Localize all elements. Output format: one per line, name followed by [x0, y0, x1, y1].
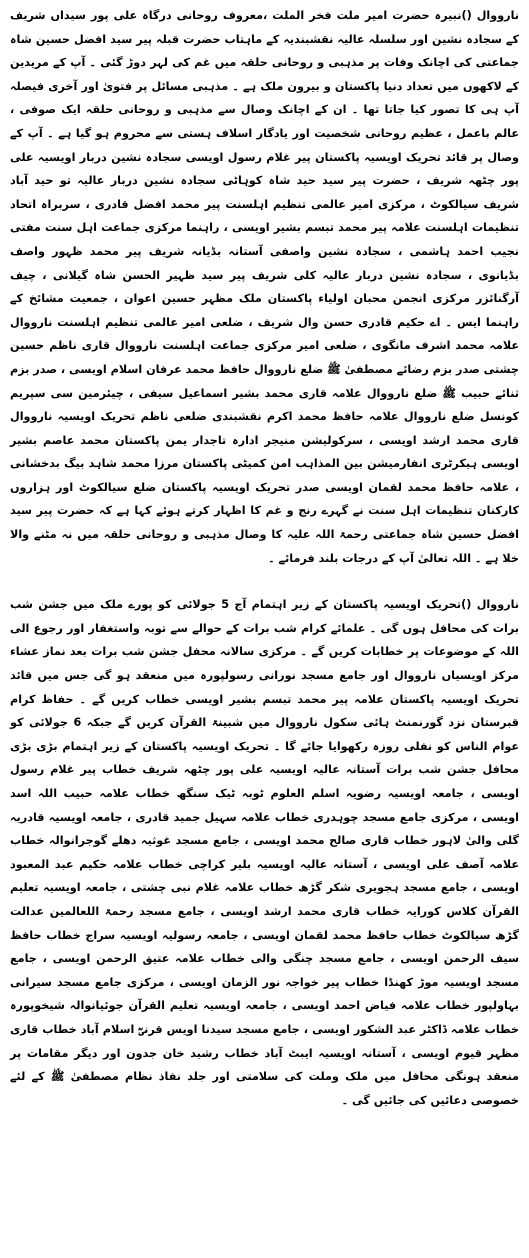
- article-2-body: )تحریک اویسیہ پاکستان کے زیر اہتمام آج 5 جولائی کو پورے ملک میں جشن شب برات کی محافل ہوں گی ۔ علمائے کرام شب برات کے حوالے سے توبہ واستغفار اور رجوع الی اللہ کے موضوعات پر خطابات کریں گے ۔ مرکزی سالانہ محفل جشن شب برات بعد نماز عشاء مرکز اویسیاں نارووال اور جامع مسجد نورانی رسولپورہ میں منعقد ہو گی جس میں قائد تحریک اویسیہ پاکستان علامہ پیر محمد تبسم بشیر اویسی خطاب کریں گے ۔ حفاظ کرام قبرستان نزد گورنمنٹ ہائی سکول نارووال میں شبینۃ القرآن کریں گے جبکہ 6 جولائی کو عوام الناس کو نفلی روزہ رکھوایا جائے گا ۔ تحریک اویسیہ پاکستان کے زیر اہتمام بڑی بڑی محافل جشن شب برات آستانہ عالیہ اویسیہ علی پور چٹھہ شریف خطاب پیر غلام رسول اویسی ، جامعہ اویسیہ رضویہ اسلم العلوم ٹوبہ ٹیک سنگھ خطاب علامہ حبیب اللہ اسد اویسی ، مرکزی جامع مسجد چوہدری خطاب علامہ سہیل جمید قادری ، جامعہ اویسیہ قادریہ گلی والیٰ لاہور خطاب قاری صالح محمد اویسی ، جامع مسجد غوثیہ دھلے گوجرانوالہ خطاب علامہ آصف علی اویسی ، آستانہ عالیہ اویسیہ بلیر کراچی خطاب علامہ حکیم عبد المعبود اویسی ، جامع مسجد ہجویری شکر گڑھ خطاب علامہ غلام نبی چشتی ، جامعہ اویسیہ تعلیم القرآن کلاس کورایہ خطاب قاری محمد ارشد اویسی ، جامع مسجد رحمۃ اللعالمین عدالت گڑھ سیالکوٹ خطاب حافظ محمد لقمان اویسی ، جامعہ رسولیہ اویسیہ سراج خطاب حافظ سیف الرحمن اویسی ، جامع مسجد چنگی والی خطاب علامہ عتیق الرحمن اویسی ، جامع مسجد اویسیہ موڑ کھنڈا خطاب پیر خواجہ نور الزمان اویسی ، مرکزی جامع مسجد سیرانی بہاولپور خطاب علامہ فیاض احمد اویسی ، جامعہ اویسیہ تعلیم القرآن جوئیانوالہ شیخوپورہ خطاب علامہ ڈاکٹر عبد الشکور اویسی ، جامع مسجد سیدنا اویس قرنیؓ اسلام آباد خطاب قاری مظہر قیوم اویسی ، آستانہ اویسیہ ایبٹ آباد خطاب رشید خان جدون اور دیگر مقامات پر منعقد ہونگی محافل میں ملک وملت کی سلامتی اور جلد نفاذ نظام مصطفیٰ ﷺ کے لئے خصوصی دعائیں کی جائیں گی ۔: [10, 598, 519, 1107]
- article-1-body: )نبیرہ حضرت امیر ملت فخر الملت ،معروف روحانی درگاہ علی پور سیداں شریف کے سجادہ نشین اور سلسلہ عالیہ نقشبندیہ کے ماہتاب حضرت قبلہ پیر سید افضل حسین شاہ جماعتی کی اچانک وفات پر مذہبی و روحانی حلقہ میں غم کی لہر دوڑ گئی ۔ آپ کے مریدین کے لاکھوں میں تعداد دنیا پاکستان و بیرون ملک ہے ۔ مذہبی مسائل پر فتویٰ اور آخری فیصلہ آپ ہی کا تصور کیا جاتا تھا ۔ ان کے اچانک وصال سے مذہبی و روحانی حلقہ ایک صوفی ، عالم باعمل ، عظیم روحانی شخصیت اور یادگار اسلاف ہستی سے محروم ہو گیا ہے ۔ آپ کے وصال پر قائد تحریک اویسیہ پاکستان پیر غلام رسول اویسی سجادہ نشین دربار اویسیہ علی پور چٹھہ شریف ، حضرت پیر سید حید شاہ کوہاٹی سجادہ نشین دربار عالیہ تو حید آباد شریف سیالکوٹ ، مرکزی امیر عالمی تنظیم اہلسنت پیر محمد افضل قادری ، سربراہ اتحاد تنظیمات اہلسنت علامہ پیر محمد تبسم بشیر اویسی ، راہنما مرکزی جماعت اہل سنت مفتی نجیب احمد ہاشمی ، سجادہ نشین واصفی آستانہ بڈیانہ شریف پیر محمد ظہور واصف بڈیانوی ، سجادہ نشین دربار عالیہ کلی شریف پیر سید ظہیر الحسن شاہ گیلانی ، چیف آرگنائزر مرکزی انجمن محبان اولیاء پاکستان ملک مظہر حسین اعوان ، جمعیت مشائخ کے راہنما ایس ۔ اے حکیم قادری حسن وال شریف ، ضلعی امیر عالمی تنظیم اہلسنت نارووال علامہ محمد اشرف مانگوی ، ضلعی امیر مرکزی جماعت اہلسنت نارووال قاری ناظم حسین چشتی صدر بزم رضائے مصطفیٰ ﷺ ضلع نارووال حافظ محمد عرفان اسلام اویسی ، صدر بزم ثنائے حبیب ﷺ ضلع نارووال علامہ قاری محمد بشیر اسماعیل سیفی ، چیئرمین سی سپریم کونسل ضلع نارووال علامہ حافظ محمد اکرم نقشبندی ضلعی ناظم تحریک اویسیہ نارووال قاری محمد ارشد اویسی ، سرکولیشن منیجر ادارہ تاجدار یمن پاکستان محمد عاصم بشیر اویسی ہیکرٹری انفارمیشن بین المذاہب امن کمیٹی پاکستان مرزا محمد شاہد بیگ بدخشانی ، علامہ حافظ محمد لقمان اویسی صدر تحریک اویسیہ پاکستان ضلع سیالکوٹ اور ہزاروں کارکنان تنظیمات اہل سنت نے گہرے رنج و غم کا اظہار کرتے ہوئے کہا ہے کہ حضرت پیر سید افضل حسین شاہ جماعتی رحمۃ اللہ علیہ کا وصال مذہبی و روحانی حلقہ میں نہ مٹنے والا خلا ہے ۔ اللہ تعالیٰ آپ کے درجات بلند فرمائے ۔: [10, 9, 519, 565]
- news-article-2: [10, 593, 519, 1112]
- article-2-dateline: نارووال (: [466, 598, 519, 612]
- article-separator: [10, 570, 519, 593]
- article-1-dateline: نارووال (: [466, 9, 519, 22]
- news-article-1: [10, 4, 519, 570]
